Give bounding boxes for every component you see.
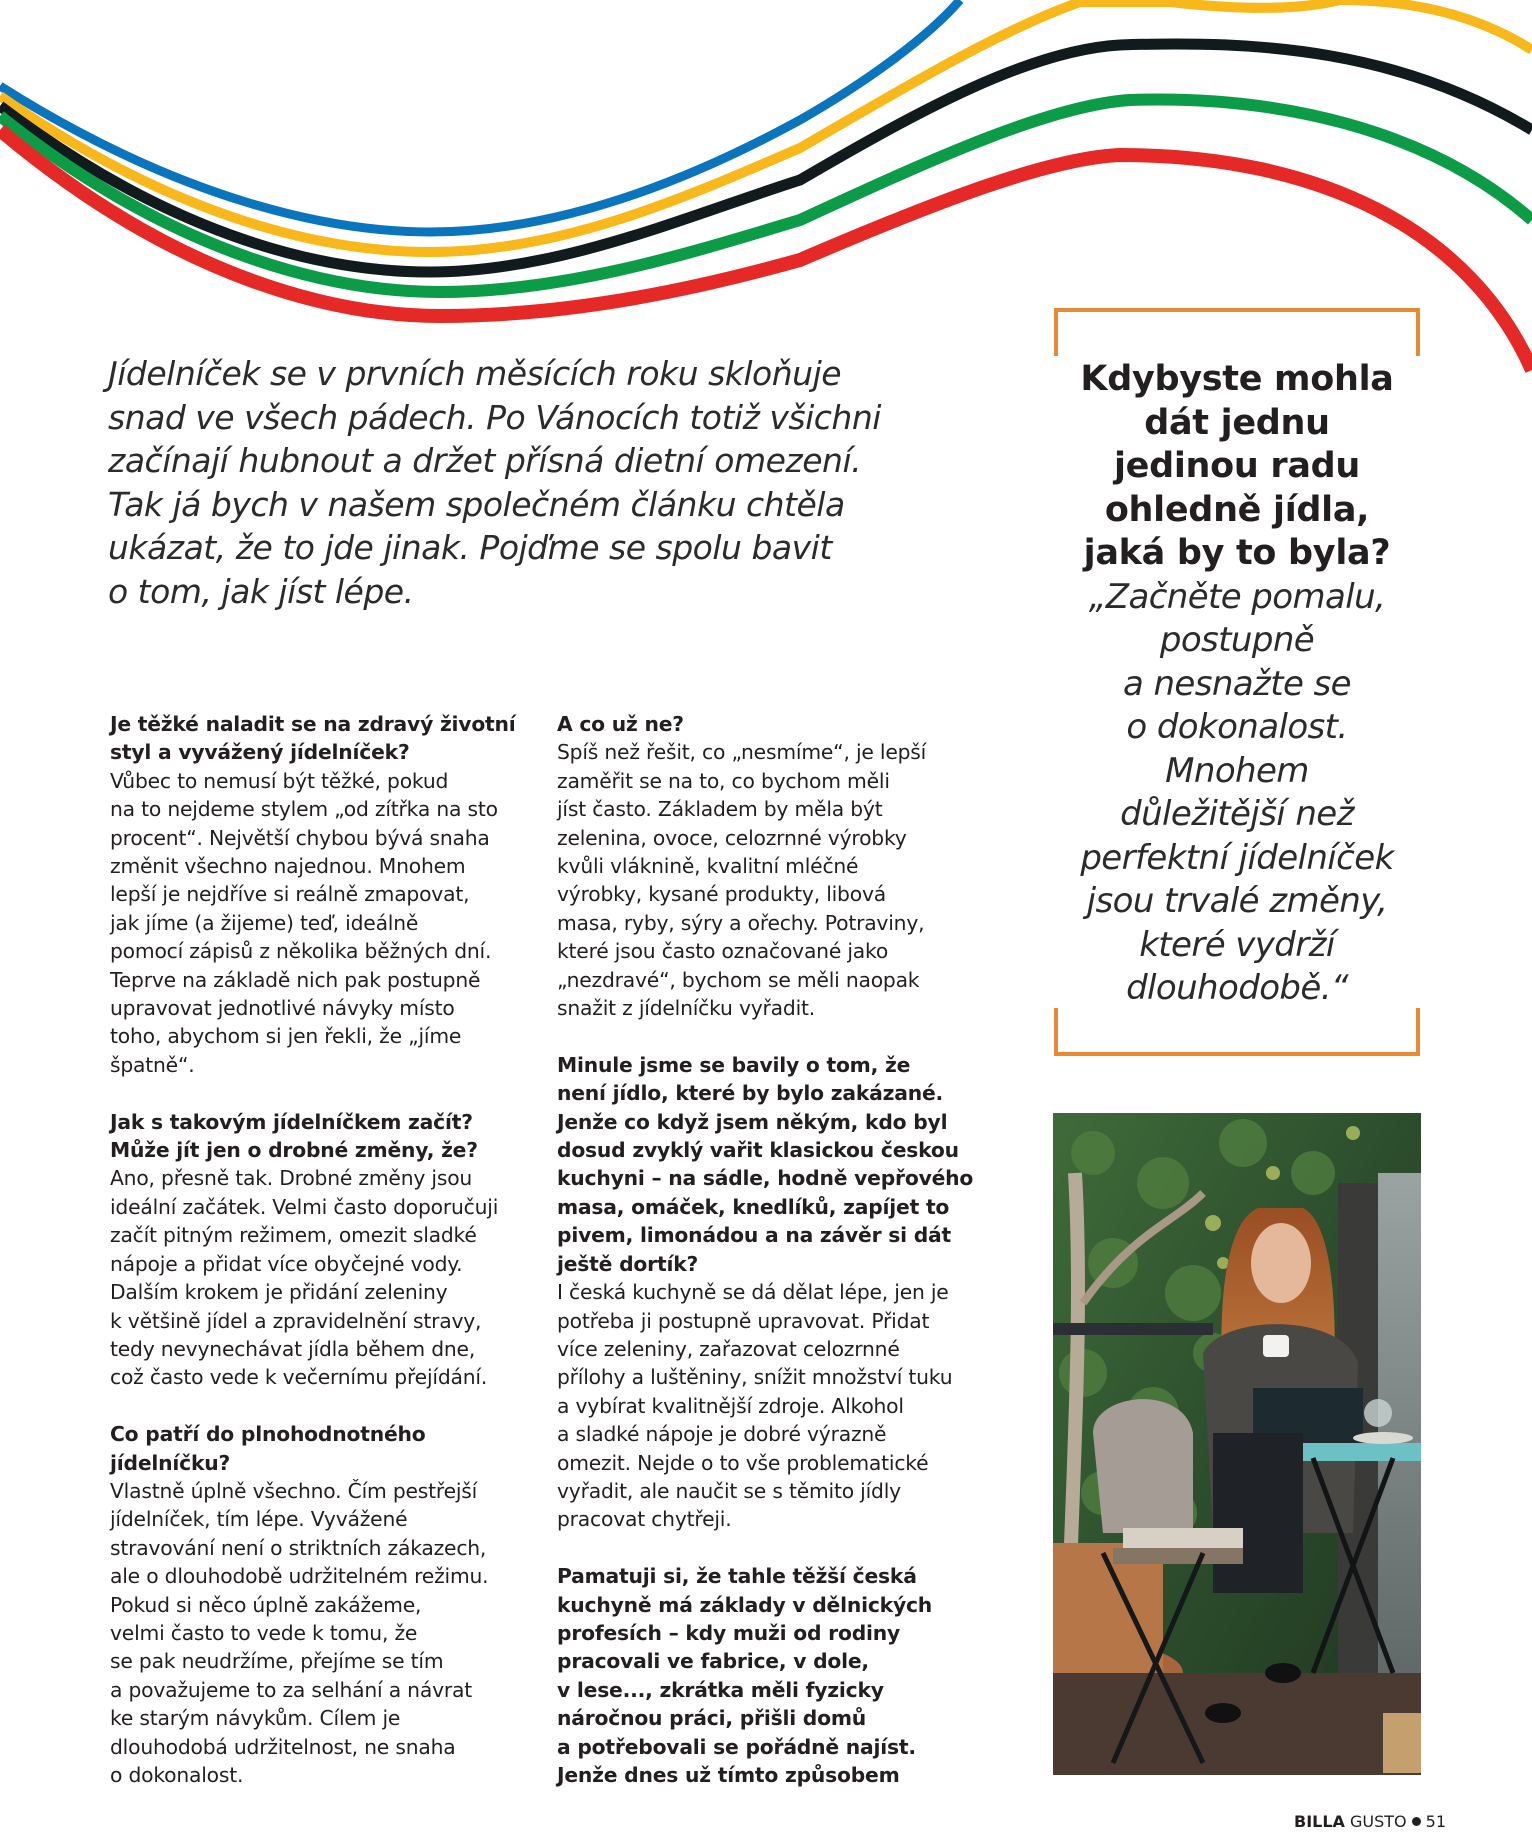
section-answer-line: a sladké nápoje je dobré výrazně — [557, 1422, 887, 1447]
article-section — [110, 1108, 530, 1392]
section-answer-line: které jsou často označované jako — [557, 939, 889, 964]
section-answer-line: se pak neudržíme, přejíme se tím — [110, 1649, 444, 1674]
section-question-line: ještě dortík? — [557, 1251, 699, 1276]
section-answer-line: jídelníček, tím lépe. Vyvážené — [110, 1507, 408, 1532]
pull-quote-answer-line: postupně — [1159, 620, 1315, 660]
section-answer-line: omezit. Nejde o to vše problematické — [557, 1450, 929, 1475]
section-answer-line: začít pitným režimem, omezit sladké — [110, 1223, 477, 1248]
section-answer-line: výrobky, kysané produkty, libová — [557, 882, 886, 907]
pull-quote-answer-line: „Začněte pomalu, — [1088, 576, 1386, 617]
pull-quote-question-line: Kdybyste mohla — [1080, 359, 1394, 399]
section-answer-line: Spíš než řešit, co „nesmíme“, je lepší — [557, 740, 927, 765]
pull-quote-question — [1054, 358, 1420, 576]
section-question-line: Jenže co když jsem někým, kdo byl — [557, 1109, 948, 1134]
section-answer-line: na to nejdeme stylem „od zítřka na sto — [110, 797, 498, 822]
section-answer-line: Vlastně úplně všechno. Čím pestřejší — [110, 1478, 478, 1503]
lead-line: Jídelníček se v prvních měsících roku skloňuje — [108, 354, 842, 393]
section-answer-line: ke starým návykům. Cílem je — [110, 1706, 401, 1731]
section-answer-line: nápoje a přidat více obyčejné vody. — [110, 1251, 463, 1276]
article-section — [557, 1562, 977, 1789]
section-answer-line: stravování není o striktních zákazech, — [110, 1535, 487, 1560]
lead-line: snad ve všech pádech. Po Vánocích totiž všichni — [108, 397, 881, 437]
section-answer-line: více zeleniny, zařazovat celozrnné — [557, 1336, 900, 1361]
quote-bracket-bottom — [1054, 1008, 1420, 1056]
pull-quote-answer-line: Mnohem — [1165, 750, 1309, 791]
article-section — [557, 710, 977, 1022]
section-answer-line: a považujeme to za selhání a návrat — [110, 1677, 472, 1702]
footer-brand: BILLA — [1294, 1812, 1345, 1831]
lead-line: ukázat, že to jde jinak. Pojďme se spolu bavit — [108, 528, 832, 567]
pull-quote-question-line: jaká by to byla? — [1083, 533, 1391, 573]
section-answer-line: Dalším krokem je přidání zeleniny — [110, 1280, 448, 1305]
section-answer-line: k většině jídel a zpravidelnění stravy, — [110, 1308, 482, 1333]
section-answer-line: zelenina, ovoce, celozrnné výrobky — [557, 825, 907, 850]
section-answer-line: Pokud si něco úplně zakážeme, — [110, 1592, 422, 1617]
photo-woman-at-cafe-table — [1053, 1113, 1421, 1775]
section-answer-line: špatně“. — [110, 1052, 195, 1077]
pull-quote-question-line: ohledně jídla, — [1104, 489, 1370, 530]
article-section — [110, 1420, 530, 1789]
page-footer — [1294, 1812, 1446, 1831]
bullet-dot-icon — [1412, 1817, 1421, 1826]
pull-quote-answer-line: důležitější než — [1120, 794, 1354, 834]
section-answer-line: velmi často to vede k tomu, že — [110, 1620, 418, 1645]
article-column-2 — [557, 710, 977, 1818]
pull-quote-text — [1054, 358, 1420, 1011]
pull-quote-question-line: jedinou radu — [1113, 446, 1361, 486]
section-answer-line: jak jíme (a žijeme) teď, ideálně — [110, 910, 419, 935]
section-question-line: kuchyně má základy v dělnických — [557, 1592, 933, 1617]
section-question-line: Jak s takovým jídelníčkem začít? — [110, 1109, 473, 1134]
section-question-line: pracovali ve fabrice, v dole, — [557, 1649, 869, 1674]
section-question-line: styl a vyvážený jídelníček? — [110, 740, 410, 765]
section-question-line: Co patří do plnohodnotného — [110, 1422, 426, 1447]
section-question-line: kuchyni – na sádle, hodně vepřového — [557, 1166, 974, 1191]
section-question-line: Minule jsme se bavily o tom, že — [557, 1052, 911, 1077]
section-answer-line: ale o dlouhodobě udržitelném režimu. — [110, 1564, 489, 1589]
section-question-line: profesích – kdy muži od rodiny — [557, 1620, 901, 1645]
section-answer-line: změnit všechno najednou. Mnohem — [110, 854, 466, 879]
ribbon-yellow — [0, 0, 1532, 252]
page-number: 51 — [1425, 1812, 1447, 1831]
section-question-line: masa, omáček, knedlíků, zapíjet to — [557, 1194, 950, 1219]
pull-quote-answer-line: perfektní jídelníček — [1080, 837, 1394, 878]
section-answer-line: „nezdravé“, bychom se měli naopak — [557, 967, 920, 992]
section-answer-line: tedy nevynechávat jídla během dne, — [110, 1336, 476, 1361]
section-answer-line: procent“. Největší chybou bývá snaha — [110, 825, 490, 850]
section-question-line: Může jít jen o drobné změny, že? — [110, 1138, 478, 1163]
pull-quote-answer-line: které vydrží — [1139, 924, 1335, 965]
pull-quote-answer-line: dlouhodobě.“ — [1126, 968, 1348, 1008]
section-answer-line: pracovat chytřeji. — [557, 1507, 732, 1532]
section-answer-line: o dokonalost. — [110, 1763, 244, 1787]
section-answer-line: ideální začátek. Velmi často doporučuji — [110, 1194, 499, 1219]
article-photo — [1053, 1113, 1421, 1775]
article-section — [110, 710, 530, 1079]
section-answer-line: což často vede k večernímu přejídání. — [110, 1365, 488, 1390]
section-answer-line: Vůbec to nemusí být těžké, pokud — [110, 768, 449, 793]
section-answer-line: jíst často. Základem by měla být — [557, 797, 883, 822]
section-question-line: v lese..., zkrátka měli fyzicky — [557, 1677, 884, 1702]
lead-paragraph — [108, 352, 888, 613]
section-answer-line: přílohy a luštěniny, snížit množství tuku — [557, 1365, 953, 1390]
lead-line: Tak já bych v našem společném článku chtěla — [108, 484, 845, 524]
section-answer-line: lepší je nejdříve si reálně zmapovat, — [110, 882, 470, 907]
section-answer-line: kvůli vláknině, kvalitní mléčné — [557, 854, 859, 879]
section-question-line: pivem, limonádou a na závěr si dát — [557, 1223, 952, 1248]
section-question-line: jídelníčku? — [110, 1450, 231, 1475]
section-answer-line: snažit z jídelníčku vyřadit. — [557, 996, 816, 1021]
section-answer-line: vyřadit, ale naučit se s těmito jídly — [557, 1478, 901, 1503]
quote-bracket-top — [1054, 308, 1420, 356]
footer-magazine: GUSTO — [1350, 1812, 1407, 1831]
section-answer-line: masa, ryby, sýry a ořechy. Potraviny, — [557, 910, 925, 935]
pull-quote-answer-line: a nesnažte se — [1123, 663, 1351, 704]
article-section — [557, 1051, 977, 1534]
pull-quote-answer-line: jsou trvalé změny, — [1086, 881, 1388, 921]
section-answer-line: I česká kuchyně se dá dělat lépe, jen je — [557, 1280, 949, 1305]
section-question-line: náročnou práci, přišli domů — [557, 1706, 867, 1731]
article-column-1 — [110, 710, 530, 1818]
section-answer-line: dlouhodobá udržitelnost, ne snaha — [110, 1734, 456, 1759]
section-answer-line: Ano, přesně tak. Drobné změny jsou — [110, 1166, 473, 1191]
section-question-line: A co už ne? — [557, 712, 684, 736]
lead-line: o tom, jak jíst lépe. — [108, 571, 414, 611]
section-answer-line: zaměřit se na to, co bychom měli — [557, 768, 890, 793]
section-answer-line: a vybírat kvalitnější zdroje. Alkohol — [557, 1393, 904, 1418]
section-answer-line: toho, abychom si jen řekli, že „jíme — [110, 1024, 462, 1049]
section-question-line: Pamatuji si, že tahle těžší česká — [557, 1564, 917, 1589]
section-answer-line: pomocí zápisů z několika běžných dní. — [110, 939, 492, 964]
section-question-line: dosud zvyklý vařit klasickou českou — [557, 1138, 959, 1163]
lead-line: začínají hubnout a držet přísná dietní omezení. — [108, 441, 862, 480]
pull-quote-box — [1054, 308, 1420, 1058]
pull-quote-answer-line: o dokonalost. — [1126, 707, 1348, 747]
section-question-line: Je těžké naladit se na zdravý životní — [110, 712, 516, 736]
section-answer-line: upravovat jednotlivé návyky místo — [110, 996, 455, 1021]
section-answer-line: potřeba ji postupně upravovat. Přidat — [557, 1308, 930, 1333]
section-question-line: a potřebovali se pořádně najíst. — [557, 1734, 916, 1759]
section-answer-line: Teprve na základě nich pak postupně — [110, 967, 481, 992]
section-question-line: není jídlo, které by bylo zakázané. — [557, 1081, 944, 1106]
section-question-line: Jenže dnes už tímto způsobem — [557, 1763, 900, 1787]
pull-quote-question-line: dát jednu — [1144, 402, 1330, 443]
pull-quote-answer — [1054, 576, 1420, 1011]
